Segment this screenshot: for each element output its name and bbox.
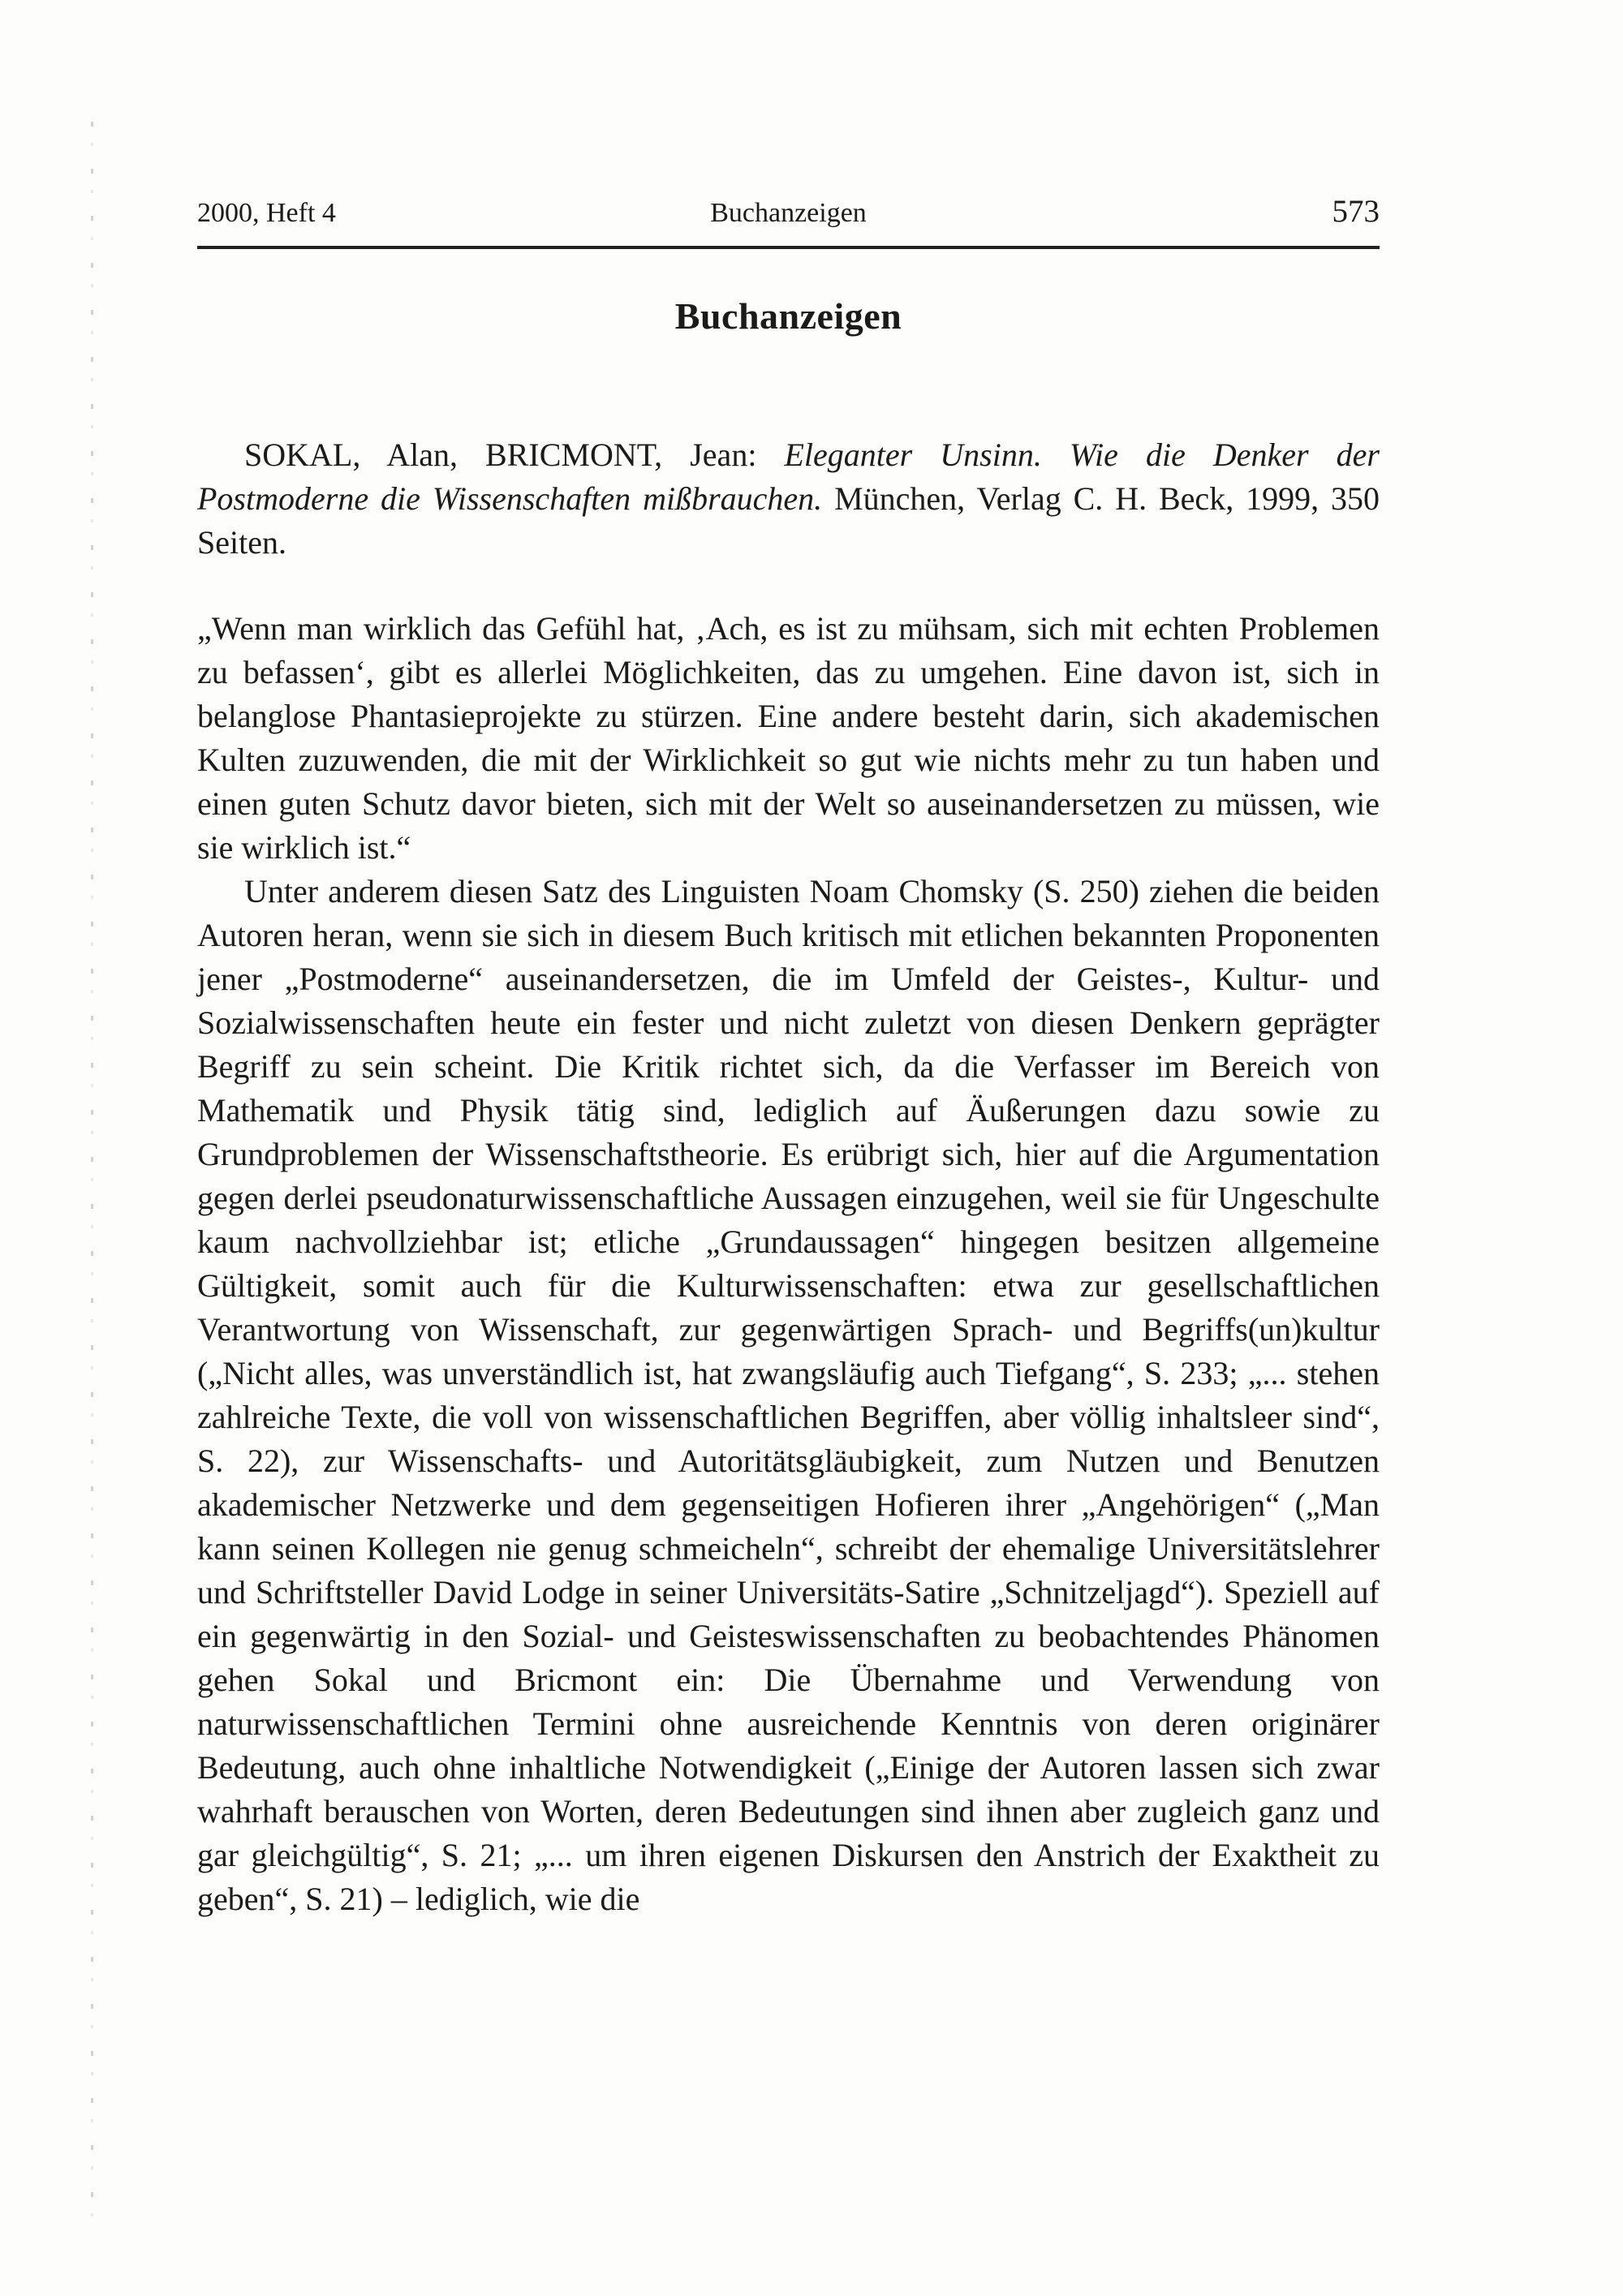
- header-rule: [197, 246, 1380, 249]
- header-issue: 2000, Heft 4: [197, 198, 336, 228]
- page-header: [197, 193, 1380, 231]
- review-paragraph: Unter anderem diesen Satz des Linguisten Noam Chomsky (S. 250) ziehen die beiden Autoren heran, wenn sie sich in diesem Buch kritisch mit etlichen bekannten Proponenten jener „Postmoderne“ auseinandersetzen, die im Umfeld der Geistes-, Kultur- und Sozialwissenschaften heute ein fester und nicht zuletzt von diesen Denkern geprägter Begriff zu sein scheint. Die Kritik richtet sich, da die Verfasser im Bereich von Mathematik und Physik tätig sind, lediglich auf Äußerungen dazu sowie zu Grundproblemen der Wissenschaftstheorie. Es erübrigt sich, hier auf die Argumentation gegen derlei pseudonaturwissenschaftliche Aussagen einzugehen, weil sie für Ungeschulte kaum nachvollziehbar ist; etliche „Grundaussagen“ hingegen besitzen allgemeine Gültigkeit, somit auch für die Kulturwissenschaften: etwa zur gesellschaftlichen Verantwortung von Wissenschaft, zur gegenwärtigen Sprach- und Begriffs(un)kultur („Nicht alles, was unverständlich ist, hat zwangsläufig auch Tiefgang“, S. 233; „... stehen zahlreiche Texte, die voll von wissenschaftlichen Begriffen, aber völlig inhaltsleer sind“, S. 22), zur Wissenschafts- und Autoritätsgläubigkeit, zum Nutzen und Benutzen akademischer Netzwerke und dem gegenseitigen Hofieren ihrer „Angehörigen“ („Man kann seinen Kollegen nie genug schmeicheln“, schreibt der ehemalige Universitätslehrer und Schriftsteller David Lodge in seiner Universitäts-Satire „Schnitzeljagd“). Speziell auf ein gegenwärtig in den Sozial- und Geisteswissenschaften zu beobachtendes Phänomen gehen Sokal und Bricmont ein: Die Übernahme und Verwendung von naturwissenschaftlichen Termini ohne ausreichende Kenntnis von deren originärer Bedeutung, auch ohne inhaltliche Notwendigkeit („Einige der Autoren lassen sich zwar wahrhaft berauschen von Worten, deren Bedeutungen sind ihnen aber zugleich ganz und gar gleichgültig“, S. 21; „... um ihren eigenen Diskursen den Anstrich der Exaktheit zu geben“, S. 21) – lediglich, wie die: [197, 872, 1380, 1917]
- reference-title-italic: Eleganter Unsinn. Wie die Denker der Postmoderne die Wissenschaften mißbrauchen.: [197, 436, 1380, 517]
- page-content: [197, 193, 1380, 1921]
- quote-paragraph: „Wenn man wirklich das Gefühl hat, ‚Ach, es ist zu mühsam, sich mit echten Problemen zu befassen‘, gibt es allerlei Möglichkeiten, das zu umgehen. Eine davon ist, sich in belanglose Phantasieprojekte zu stürzen. Eine andere besteht darin, sich akademischen Kulten zuzuwenden, die mit der Wirklichkeit so gut wie nichts mehr zu tun haben und einen guten Schutz davor bieten, sich mit der Welt so auseinandersetzen zu müssen, wie sie wirklich ist.“: [197, 609, 1380, 866]
- section-title: Buchanzeigen: [674, 295, 902, 337]
- scan-edge-artifact: [91, 122, 93, 2223]
- reference-text: München, Verlag C. H. Beck, 1999, 350 Seiten.: [197, 479, 1380, 561]
- header-page-number: 573: [1332, 194, 1380, 229]
- header-running-title: Buchanzeigen: [710, 198, 867, 228]
- reference-text: SOKAL, Alan, BRICMONT, Jean:: [244, 436, 785, 473]
- book-reference: [197, 433, 1380, 565]
